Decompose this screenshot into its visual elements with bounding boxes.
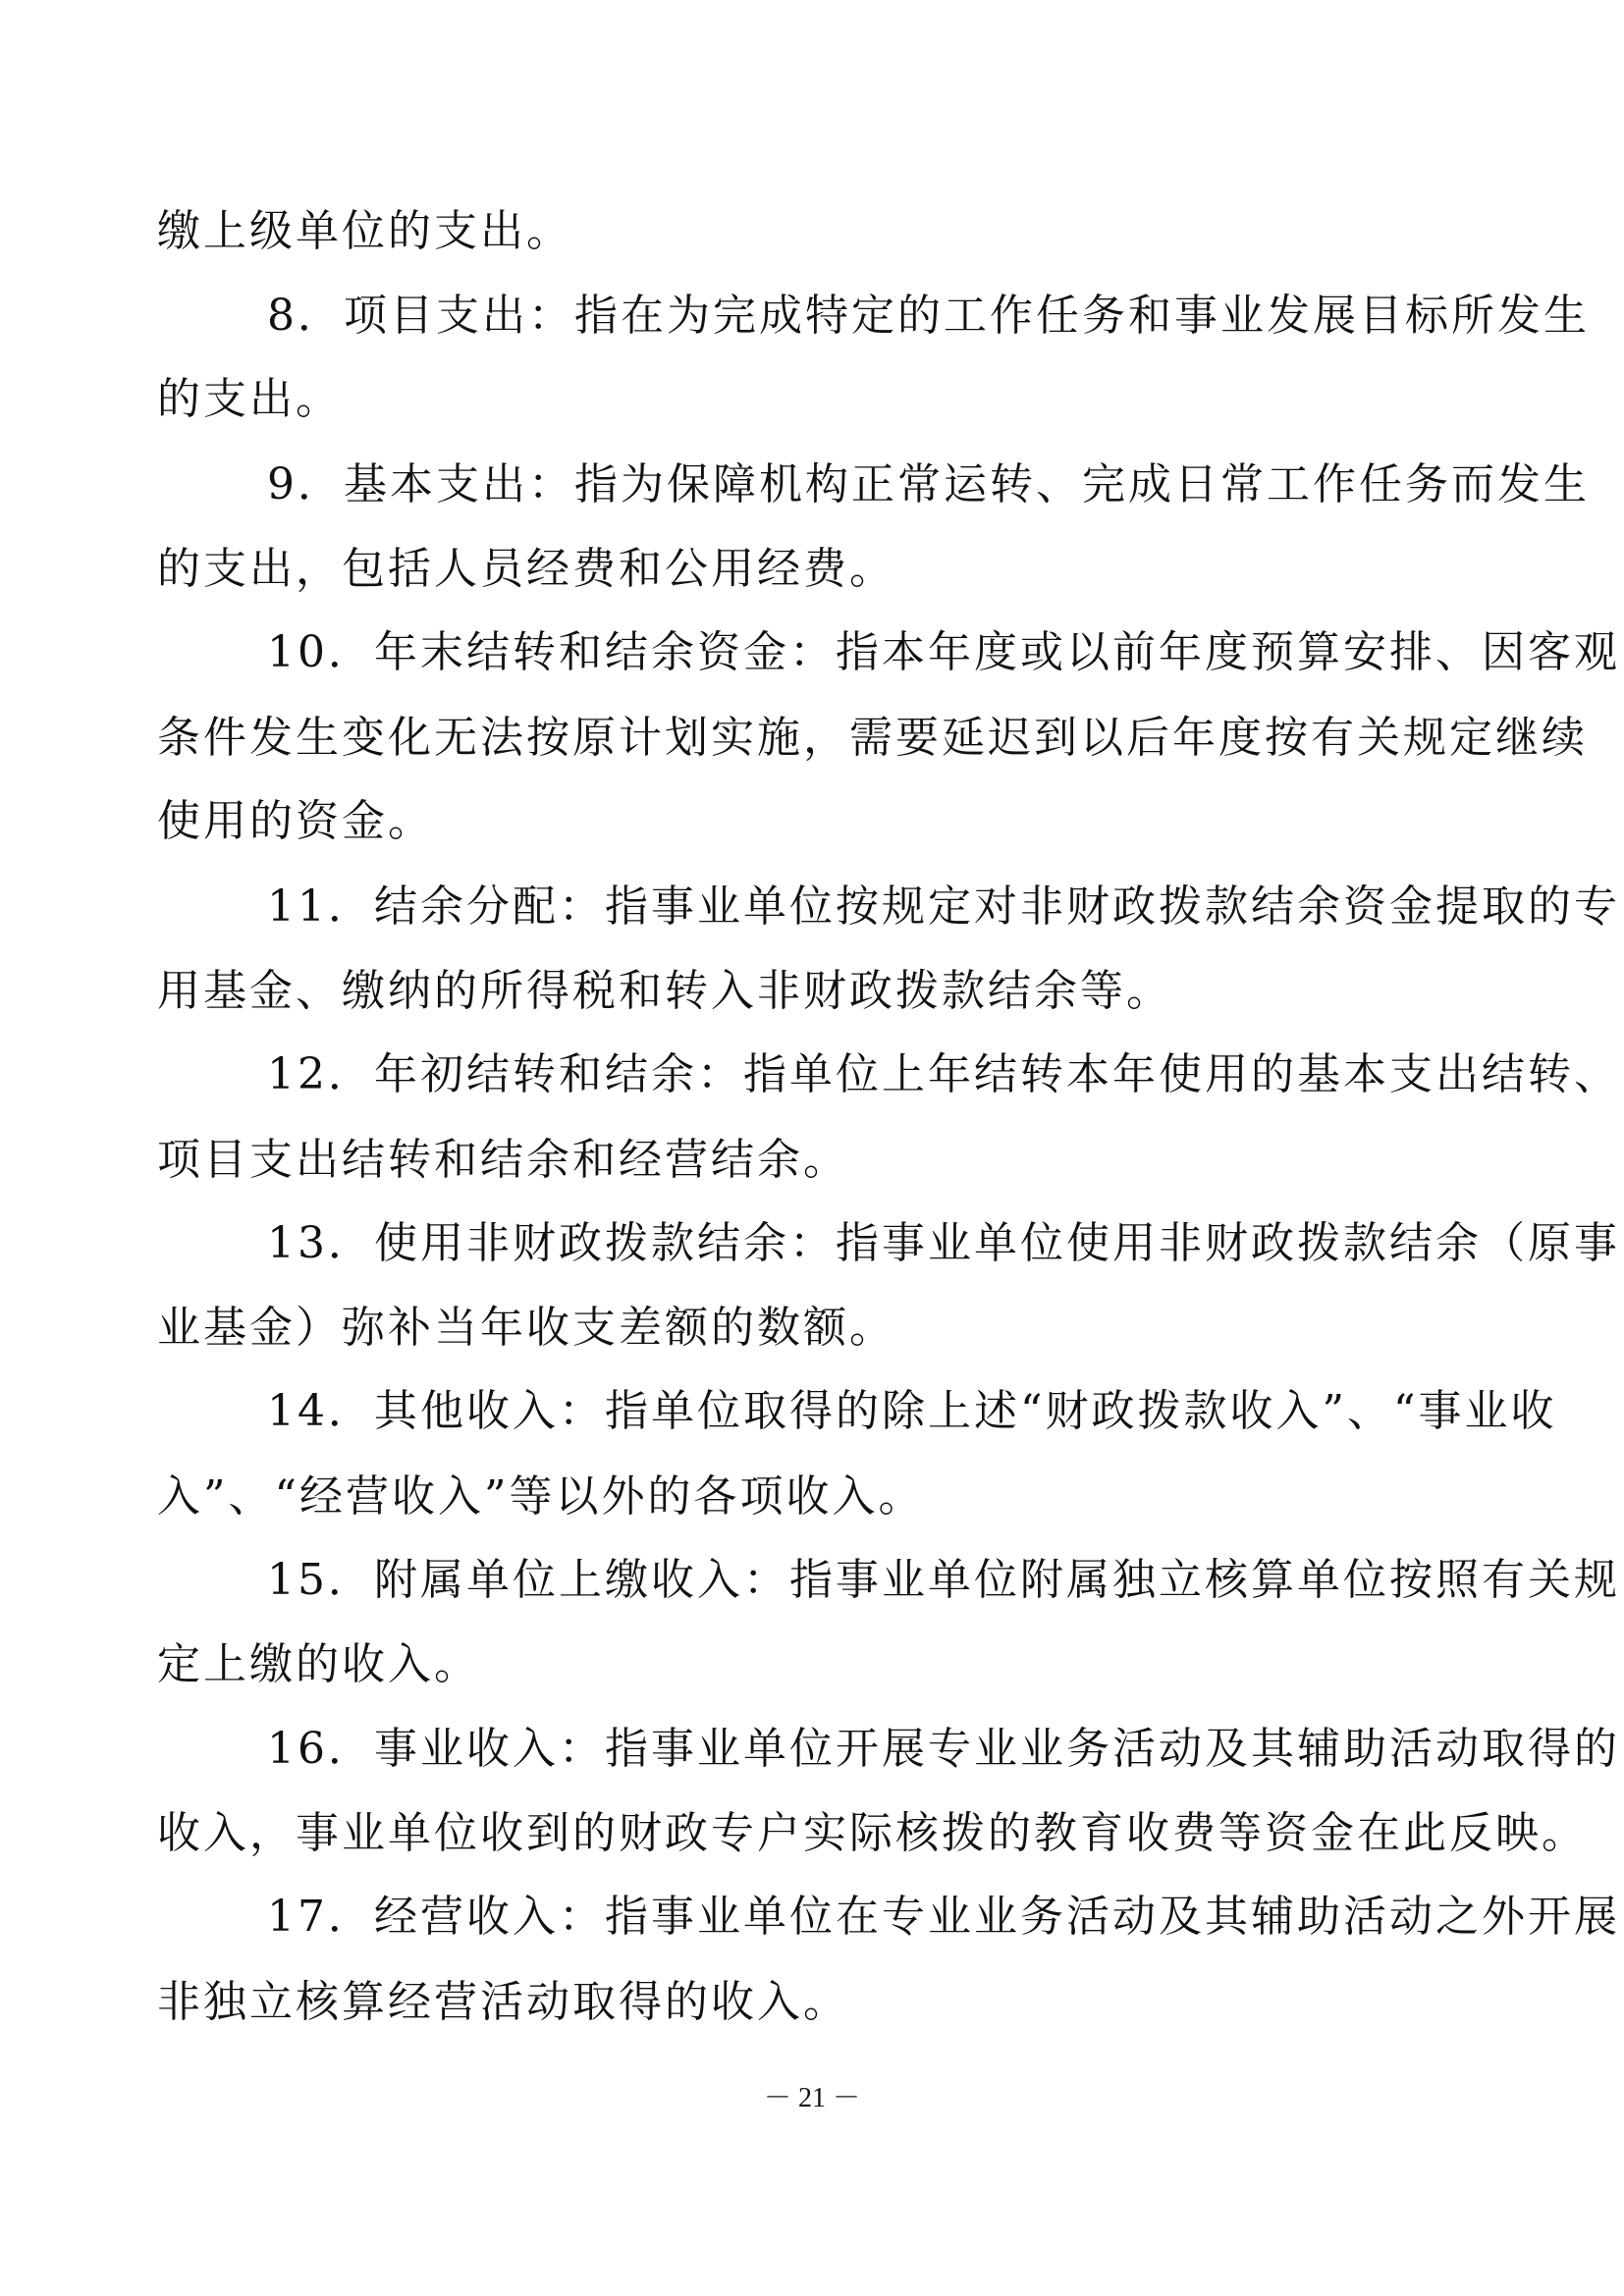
item-11-line-1: 11．结余分配：指事业单位按规定对非财政拨款结余资金提取的专 (267, 881, 1620, 932)
item-13-line-1: 13．使用非财政拨款结余：指事业单位使用非财政拨款结余（原事 (267, 1218, 1620, 1268)
item-11-line-2: 用基金、缴纳的所得税和转入非财政拨款结余等。 (157, 966, 1172, 1016)
text-line: 缴上级单位的支出。 (157, 206, 572, 256)
item-16-line-2: 收入，事业单位收到的财政专户实际核拨的教育收费等资金在此反映。 (157, 1808, 1588, 1858)
item-15-line-2: 定上缴的收入。 (157, 1639, 480, 1689)
item-15-line-1: 15．附属单位上缴收入：指事业单位附属独立核算单位按照有关规 (267, 1555, 1620, 1605)
item-12-line-1: 12．年初结转和结余：指单位上年结转本年使用的基本支出结转、 (267, 1049, 1620, 1099)
item-8-line-2: 的支出。 (157, 374, 342, 424)
item-8-line-1: 8．项目支出：指在为完成特定的工作任务和事业发展目标所发生 (267, 291, 1590, 341)
item-12-line-2: 项目支出结转和结余和经营结余。 (157, 1135, 849, 1185)
item-13-line-2: 业基金）弥补当年收支差额的数额。 (157, 1303, 895, 1353)
item-16-line-1: 16．事业收入：指事业单位开展专业业务活动及其辅助活动取得的 (267, 1724, 1620, 1774)
item-10-line-3: 使用的资金。 (157, 796, 434, 846)
item-14-line-2: 入”、“经营收入”等以外的各项收入。 (157, 1471, 925, 1522)
item-10-line-1: 10．年末结转和结余资金：指本年度或以前年度预算安排、因客观 (267, 627, 1620, 677)
item-9-line-2: 的支出，包括人员经费和公用经费。 (157, 544, 895, 594)
item-17-line-1: 17．经营收入：指事业单位在专业业务活动及其辅助活动之外开展 (267, 1892, 1620, 1942)
item-9-line-1: 9．基本支出：指为保障机构正常运转、完成日常工作任务而发生 (267, 459, 1590, 509)
page-number: － 21 － (763, 2083, 860, 2113)
item-10-line-2: 条件发生变化无法按原计划实施，需要延迟到以后年度按有关规定继续 (157, 713, 1588, 763)
item-14-line-1: 14．其他收入：指单位取得的除上述“财政拨款收入”、“事业收 (267, 1386, 1557, 1436)
item-17-line-2: 非独立核算经营活动取得的收入。 (157, 1977, 849, 2027)
